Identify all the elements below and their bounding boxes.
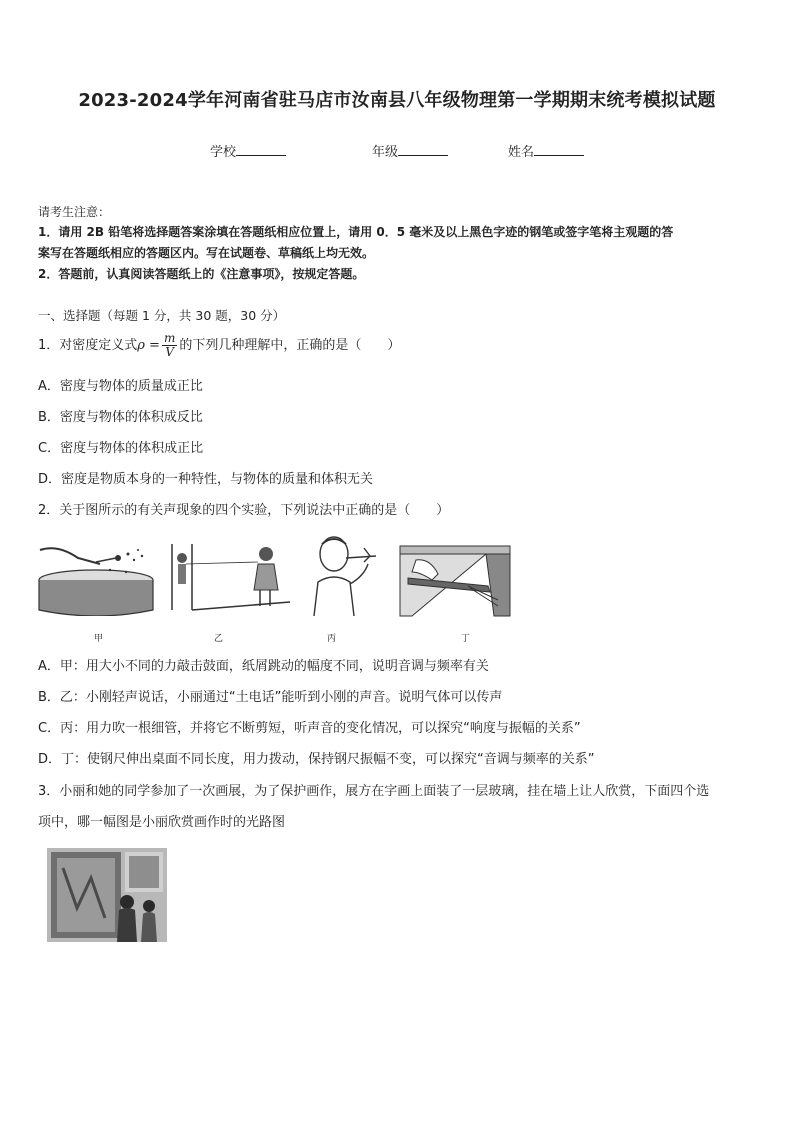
q2-option-b: B．乙：小刚轻声说话，小丽通过“土电话”能听到小刚的声音。说明气体可以传声 <box>38 690 503 705</box>
figure-bing-straw <box>310 532 386 618</box>
q1-stem <box>38 332 400 359</box>
q1-suffix: 的下列几种理解中，正确的是（ ） <box>179 338 401 353</box>
name-blank <box>534 143 584 156</box>
page-title: 2023-2024学年河南省驻马店市汝南县八年级物理第一学期期末统考模拟试题 <box>78 90 716 111</box>
grade-blank <box>398 143 448 156</box>
q1-prefix: 1．对密度定义式 <box>38 338 138 353</box>
note-line-1a: 1．请用 2B 铅笔将选择题答案涂填在答题纸相应位置上，请用 0．5 毫米及以上黑色字迹的钢笔或签字笔将主观题的答 <box>38 225 674 239</box>
note-line-2: 2．答题前，认真阅读答题纸上的《注意事项》，按规定答题。 <box>38 267 365 281</box>
q3-stem-line-1: 3．小丽和她的同学参加了一次画展，为了保护画作，展方在字画上面装了一层玻璃，挂在墙上让人欣赏，下面四个选 <box>38 784 710 799</box>
q1-option-d: D．密度是物质本身的一种特性，与物体的质量和体积无关 <box>38 472 374 487</box>
school-label: 学校 <box>210 145 237 160</box>
figure-jia-drum <box>38 540 158 616</box>
grade-label: 年级 <box>372 145 399 160</box>
q3-stem-line-2: 项中，哪一幅图是小丽欣赏画作时的光路图 <box>38 815 286 830</box>
caption-bing: 丙 <box>327 634 337 644</box>
q1-rho: ρ = <box>137 338 160 353</box>
q2-option-a: A．甲：用大小不同的力敲击鼓面，纸屑跳动的幅度不同，说明音调与频率有关 <box>38 659 489 674</box>
school-field <box>210 141 286 160</box>
figure-ding-ruler <box>398 540 512 618</box>
section-heading: 一、选择题（每题 1 分，共 30 题，30 分） <box>38 308 286 323</box>
figure-gallery-photo <box>47 848 167 942</box>
q1-denominator: V <box>165 345 174 359</box>
name-label: 姓名 <box>508 145 535 160</box>
q2-stem: 2．关于图所示的有关声现象的四个实验，下列说法中正确的是（ ） <box>38 503 450 518</box>
q1-option-b: B．密度与物体的体积成反比 <box>38 410 203 425</box>
caption-yi: 乙 <box>214 634 224 644</box>
notes-heading: 请考生注意： <box>38 205 111 219</box>
figure-yi-string-phone <box>170 540 292 616</box>
q1-fraction <box>162 332 177 359</box>
q1-option-c: C．密度与物体的体积成正比 <box>38 441 204 456</box>
grade-field <box>372 141 448 160</box>
q1-numerator: m <box>163 331 176 345</box>
caption-ding: 丁 <box>461 634 471 644</box>
q1-option-a: A．密度与物体的质量成正比 <box>38 379 203 394</box>
name-field <box>508 141 584 160</box>
school-blank <box>236 143 286 156</box>
q2-option-d: D．丁：使钢尺伸出桌面不同长度，用力拨动，保持钢尺振幅不变，可以探究“音调与频率的关系” <box>38 752 595 767</box>
caption-jia: 甲 <box>94 634 104 644</box>
note-line-1b: 案写在答题纸相应的答题区内。写在试题卷、草稿纸上均无效。 <box>38 246 375 260</box>
q2-option-c: C．丙：用力吹一根细管，并将它不断剪短，听声音的变化情况，可以探究“响度与振幅的关系” <box>38 721 581 736</box>
